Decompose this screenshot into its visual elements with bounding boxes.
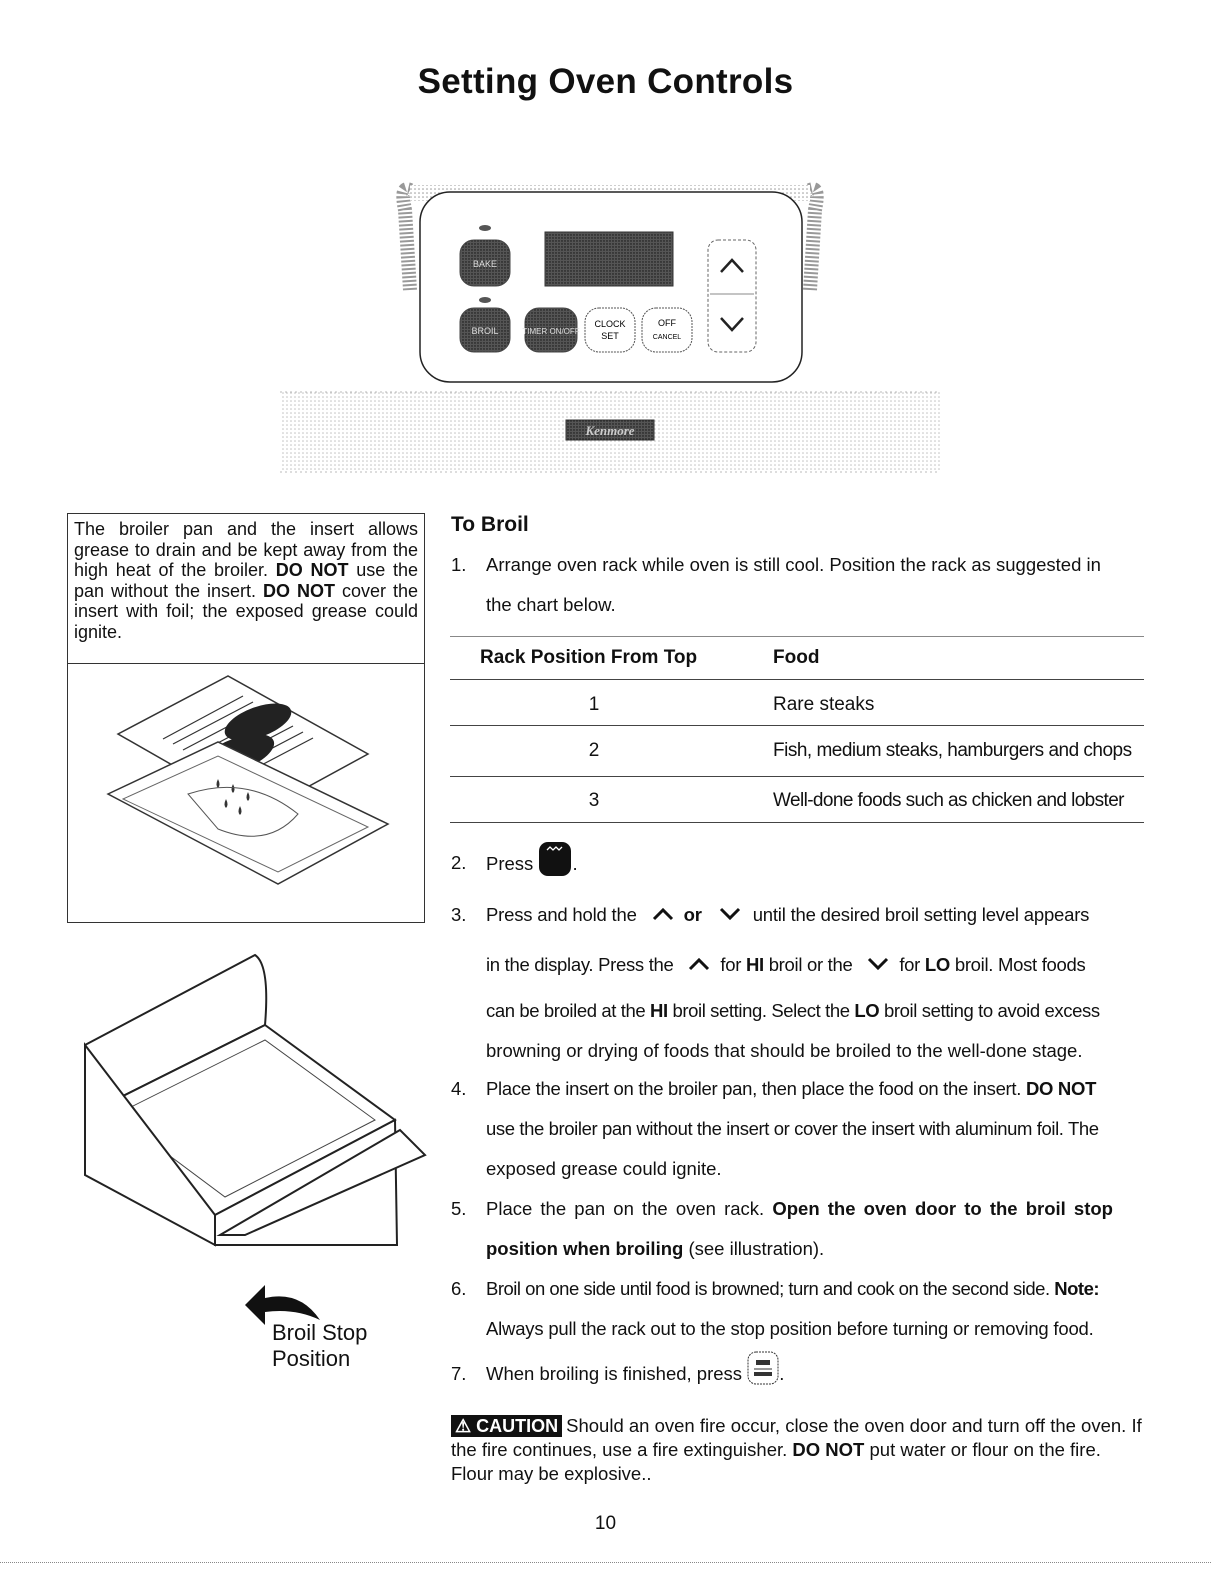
text: for: [720, 954, 742, 975]
broil-stop-label: [272, 1320, 367, 1372]
lo-label: LO: [924, 954, 950, 975]
table-cell: 2: [588, 740, 600, 761]
off-cancel-key: [642, 308, 692, 352]
text: Press and hold the: [486, 904, 637, 925]
press-text: Press: [486, 852, 534, 874]
section-heading: To Broil: [451, 513, 529, 536]
note-bold-b: DO NOT: [263, 580, 336, 601]
text: in the display. Press the: [486, 954, 674, 975]
text: until the desired broil setting level appears: [752, 904, 1090, 925]
note-text-a: The broiler pan and the insert allows grease to drain and be kept away from the high heat of the broiler.: [74, 519, 418, 580]
up-arrow-icon: [652, 907, 674, 921]
hi-label: HI: [650, 1000, 668, 1021]
hi-label: HI: [745, 954, 764, 975]
do-not-text: DO NOT: [1025, 1078, 1097, 1099]
step-number: 3.: [451, 904, 467, 925]
text: (see illustration).: [683, 1238, 825, 1259]
up-arrow-icon: [688, 957, 710, 971]
caution-text: put water or flour on the fire. Flour may be explosive..: [451, 1439, 1101, 1484]
brand-label: Kenmore: [585, 423, 635, 438]
down-arrow-icon: [867, 957, 889, 971]
broiler-pan-box: [67, 513, 425, 923]
step-number: 2.: [451, 852, 467, 873]
table-row: [450, 679, 1144, 726]
step-text: [486, 1001, 1100, 1021]
off-key-label: OFF: [658, 318, 676, 328]
text: Broil on one side until food is browned; turn and cook on the second side.: [486, 1278, 1050, 1299]
caution-badge: ⚠ CAUTION: [451, 1415, 562, 1437]
table-row: [450, 777, 1144, 823]
bold-instruction: position when broiling: [486, 1238, 684, 1259]
caution-note: [451, 1414, 1144, 1486]
bake-key-label: BAKE: [472, 259, 498, 269]
clock-key-label: CLOCK: [594, 319, 626, 329]
step-number: 6.: [451, 1278, 467, 1299]
step-number: 1.: [451, 554, 467, 575]
note-text-b: use the pan without the insert.: [74, 560, 418, 601]
text: broil setting to avoid excess: [884, 1000, 1100, 1021]
step-text: Arrange oven rack while oven is still cool. Position the rack as suggested in: [486, 554, 1101, 575]
step-number: 4.: [451, 1078, 467, 1099]
caution-bold: DO NOT: [792, 1439, 865, 1460]
step-text: [486, 1239, 824, 1259]
step-text: Always pull the rack out to the stop position before turning or removing food.: [486, 1318, 1094, 1339]
step-text: exposed grease could ignite.: [486, 1158, 722, 1179]
text: broil setting. Select the: [672, 1000, 850, 1021]
text: broil or the: [768, 954, 853, 975]
step-text: [486, 1364, 784, 1386]
step-number: 7.: [451, 1363, 467, 1384]
text: can be broiled at the: [486, 1000, 646, 1021]
display-window: [545, 232, 673, 286]
set-key-label: SET: [601, 331, 619, 341]
text: for: [899, 954, 921, 975]
table-cell: Well-done foods such as chicken and lobster: [773, 790, 1124, 811]
step-number: 5.: [451, 1198, 467, 1219]
bottom-rule: [0, 1562, 1211, 1563]
step-text: browning or drying of foods that should be broiled to the well-done stage.: [486, 1040, 1083, 1061]
step-text: use the broiler pan without the insert or cover the insert with aluminum foil. The: [486, 1118, 1099, 1139]
lo-label: LO: [854, 1000, 880, 1021]
text: Place the pan on the oven rack.: [486, 1198, 765, 1219]
broil-stop-line2: Position: [272, 1346, 351, 1371]
period: .: [779, 1363, 785, 1384]
step-text: [486, 1079, 1096, 1099]
step-text: [486, 1199, 1113, 1219]
text: When broiling is finished, press: [486, 1363, 743, 1384]
broil-stop-line1: Broil Stop: [272, 1320, 368, 1345]
timer-key-label: TIMER ON/OFF: [522, 327, 580, 336]
step-text: [486, 905, 1089, 925]
period: .: [572, 852, 578, 874]
bold-instruction: Open the oven door to the broil stop: [772, 1198, 1113, 1219]
table-header: Food: [773, 647, 820, 668]
cancel-key-label: CANCEL: [652, 334, 682, 341]
arrow-key-group: [708, 240, 756, 352]
page-title: Setting Oven Controls: [417, 62, 794, 101]
table-header: Rack Position From Top: [480, 647, 698, 668]
step-text: the chart below.: [486, 594, 616, 615]
page-number: 10: [594, 1513, 617, 1534]
down-arrow-icon: [719, 907, 741, 921]
note-bold-a: DO NOT: [275, 560, 349, 580]
range-illustration: [75, 945, 435, 1250]
table-cell: 3: [588, 790, 600, 811]
table-row: [450, 726, 1144, 777]
table-cell: Rare steaks: [773, 694, 875, 715]
or-text: or: [683, 904, 702, 925]
table-header-row: [450, 636, 1144, 680]
control-panel-illustration: [270, 180, 950, 475]
table-cell: 1: [588, 694, 600, 715]
note-text-c: cover the insert with foil; the exposed grease could ignite.: [74, 580, 419, 642]
table-cell: Fish, medium steaks, hamburgers and chops: [773, 740, 1132, 761]
note-label: Note:: [1054, 1278, 1100, 1299]
broil-key-label: BROIL: [471, 326, 499, 336]
caution-badge-text: CAUTION: [476, 1416, 559, 1436]
broiler-note: [68, 514, 424, 664]
step-text: [486, 853, 578, 877]
text: broil. Most foods: [954, 954, 1086, 975]
step-text: [486, 1279, 1099, 1299]
off-cancel-key-icon: [747, 1350, 779, 1386]
text: Place the insert on the broiler pan, then place the food on the insert.: [486, 1078, 1022, 1099]
broiler-pan-illustration: [68, 664, 424, 922]
caution-text: Should an oven fire occur, close the oven door and turn off the oven. If the fire continues, use a fire extinguisher.: [451, 1415, 1142, 1460]
clock-set-key: [585, 308, 635, 352]
broil-key-icon: [538, 839, 572, 877]
step-text: [486, 955, 1085, 975]
